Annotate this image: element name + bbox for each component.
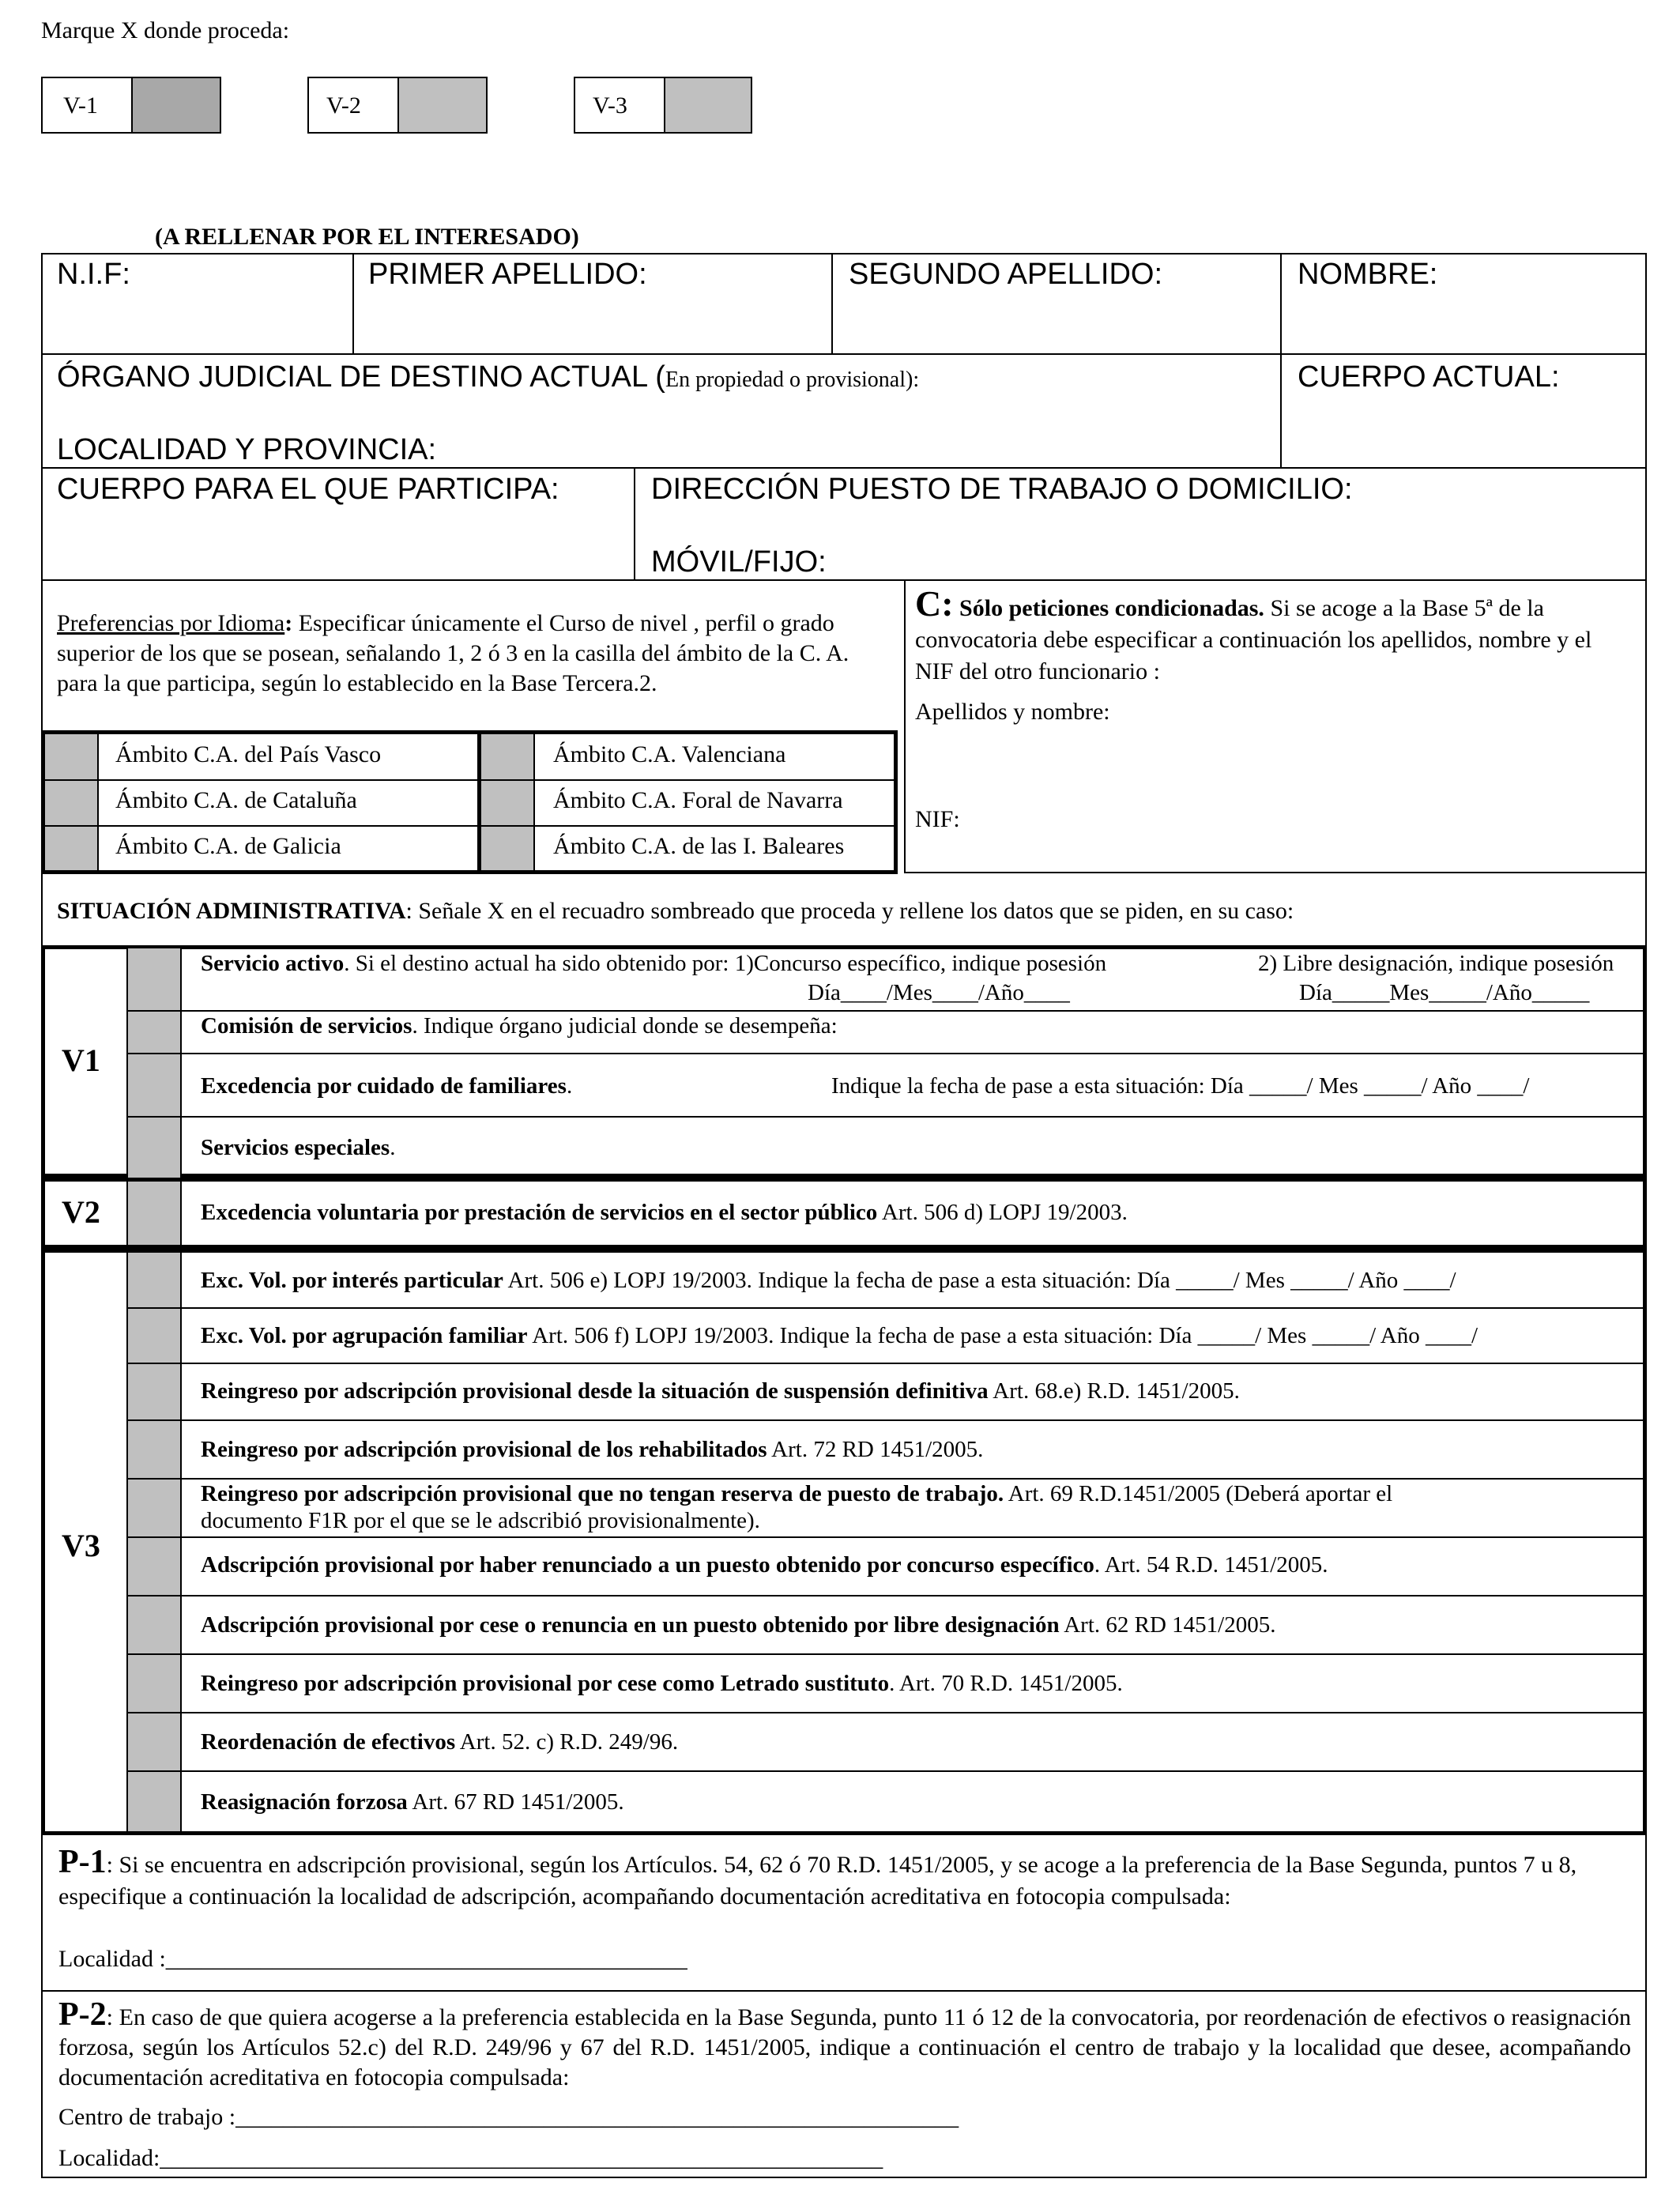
v3-row-reordenacion: Reordenación de efectivos Art. 52. c) R.D. 249/96. xyxy=(201,1729,679,1755)
option-v1-box[interactable] xyxy=(41,77,221,134)
ambito-cataluna: Ámbito C.A. de Cataluña xyxy=(115,787,357,813)
v3-check-sin-reserva[interactable] xyxy=(128,1480,182,1536)
v3-check-interes-particular[interactable] xyxy=(128,1253,182,1307)
option-v2-check[interactable] xyxy=(397,78,486,132)
excedencia-familiares-row: Excedencia por cuidado de familiares. xyxy=(201,1073,573,1099)
direccion-label: DIRECCIÓN PUESTO DE TRABAJO O DOMICILIO: xyxy=(651,473,1353,506)
p2-centro-field[interactable]: Centro de trabajo :_____________________________________________________________ xyxy=(58,2104,959,2130)
idioma-instructions: Preferencias por Idioma: Especificar únicamente el Curso de nivel , perfil o grado superior de los que se posean, señalando 1, 2 ó 3 en la casilla del ámbito de la C. A. para la que participa, según lo establecido en la Base Tercera.2. xyxy=(57,610,849,696)
excedencia-fecha: Indique la fecha de pase a esta situación: Día _____/ Mes _____/ Año ____/ xyxy=(831,1073,1530,1099)
v2-row: Excedencia voluntaria por prestación de servicios en el sector público Art. 506 d) LOPJ 19/2003. xyxy=(201,1200,1128,1225)
idioma-check-baleares[interactable] xyxy=(481,826,535,871)
v1-check-comision[interactable] xyxy=(128,1012,182,1053)
ambito-baleares: Ámbito C.A. de las I. Baleares xyxy=(553,833,845,859)
v3-row-suspension: Reingreso por adscripción provisional desde la situación de suspensión definitiva Art. 68.e) R.D. 1451/2005. xyxy=(201,1378,1240,1404)
p1-text: P-1: Si se encuentra en adscripción provisional, según los Artículos. 54, 62 ó 70 R.D. 1451/2005, y se acoge a la preferencia de la Base Segunda, puntos 7 u 8, especifique a continuación la localidad de adscripción, acompañando documentación acreditativa en fotocopia compulsada: xyxy=(58,1844,1577,1909)
v3-row-agrupacion-familiar: Exc. Vol. por agrupación familiar Art. 506 f) LOPJ 19/2003. Indique la fecha de pase a esta situación: Día _____/ Mes _____/ Año ____/ xyxy=(201,1323,1478,1348)
nombre-label: NOMBRE: xyxy=(1298,258,1438,291)
condicionadas-nif-label: NIF: xyxy=(915,806,960,832)
v3-row-reasignacion: Reasignación forzosa Art. 67 RD 1451/2005. xyxy=(201,1789,624,1815)
cuerpo-actual-label: CUERPO ACTUAL: xyxy=(1298,360,1560,394)
v3-check-renuncia-concurso[interactable] xyxy=(128,1538,182,1595)
option-v2-box[interactable] xyxy=(307,77,488,134)
cuerpo-participa-label: CUERPO PARA EL QUE PARTICIPA: xyxy=(57,473,559,506)
v3-check-suspension[interactable] xyxy=(128,1364,182,1419)
ambito-valenciana: Ámbito C.A. Valenciana xyxy=(553,741,786,767)
v2-label: V2 xyxy=(62,1194,100,1230)
comision-row: Comisión de servicios. Indique órgano judicial donde se desempeña: xyxy=(201,1013,838,1039)
fecha-libre-designacion: Día_____Mes_____/Año_____ xyxy=(1299,980,1590,1005)
v3-row-interes-particular: Exc. Vol. por interés particular Art. 506 e) LOPJ 19/2003. Indique la fecha de pase a esta situación: Día _____/ Mes _____/ Año ____/ xyxy=(201,1268,1456,1293)
p2-text: P-2: En caso de que quiera acogerse a la preferencia establecida en la Base Segunda, punto 11 ó 12 de la convocatoria, por reordenación de efectivos o reasignación forzosa, según los Artículos 52.c) del R.D. 249/96 y 67 del R.D. 1451/2005, indique a continuación el centro de trabajo y la localidad que desee, acompañando documentación acreditativa en fotocopia compulsada: xyxy=(58,1996,1631,2090)
v3-check-letrado-sustituto[interactable] xyxy=(128,1655,182,1712)
organo-label: ÓRGANO JUDICIAL DE DESTINO ACTUAL (En propiedad o provisional): xyxy=(57,360,920,394)
v3-check-reordenacion[interactable] xyxy=(128,1713,182,1770)
v3-check-libre-designacion[interactable] xyxy=(128,1596,182,1653)
fecha-concurso: Día____/Mes____/Año____ xyxy=(808,980,1070,1005)
libre-designacion-text: 2) Libre designación, indique posesión xyxy=(1258,951,1614,976)
v3-label: V3 xyxy=(62,1528,100,1563)
p2-localidad-field[interactable]: Localidad:_____________________________________________________________ xyxy=(58,2145,883,2171)
interesado-caption: (A RELLENAR POR EL INTERESADO) xyxy=(155,224,579,250)
movil-label: MÓVIL/FIJO: xyxy=(651,545,827,579)
v3-row-letrado-sustituto: Reingreso por adscripción provisional por cese como Letrado sustituto. Art. 70 R.D. 1451/2005. xyxy=(201,1671,1123,1696)
idioma-check-navarra[interactable] xyxy=(481,780,535,825)
instruction-text: Marque X donde proceda: xyxy=(41,17,290,43)
ambito-galicia: Ámbito C.A. de Galicia xyxy=(115,833,341,859)
servicio-activo-row: Servicio activo. Si el destino actual ha sido obtenido por: 1)Concurso específico, indique posesión xyxy=(201,951,1107,976)
segundo-apellido-label: SEGUNDO APELLIDO: xyxy=(849,258,1163,291)
v1-check-servicios-especiales[interactable] xyxy=(128,1118,182,1174)
v3-check-reasignacion[interactable] xyxy=(128,1772,182,1832)
option-v1-check[interactable] xyxy=(131,78,220,132)
servicios-especiales-row: Servicios especiales. xyxy=(201,1135,396,1160)
p1-localidad-field[interactable]: Localidad :____________________________________________ xyxy=(58,1946,687,1972)
nif-label: N.I.F: xyxy=(57,258,130,291)
v3-row-rehabilitados: Reingreso por adscripción provisional de los rehabilitados Art. 72 RD 1451/2005. xyxy=(201,1437,984,1462)
idioma-check-galicia[interactable] xyxy=(45,826,99,871)
apellidos-nombre-label: Apellidos y nombre: xyxy=(915,699,1110,725)
primer-apellido-label: PRIMER APELLIDO: xyxy=(368,258,647,291)
condicionadas-text: C: Sólo peticiones condicionadas. Si se acoge a la Base 5ª de la convocatoria debe especificar a continuación los apellidos, nombre y el NIF del otro funcionario : xyxy=(915,583,1592,684)
option-v3-check[interactable] xyxy=(664,78,751,132)
field-input-area[interactable] xyxy=(356,292,827,348)
v3-check-rehabilitados[interactable] xyxy=(128,1421,182,1478)
localidad-provincia-label: LOCALIDAD Y PROVINCIA: xyxy=(57,433,437,466)
option-v2-label: V-2 xyxy=(326,92,361,119)
v1-check-servicio-activo[interactable] xyxy=(128,948,182,1010)
situacion-title: SITUACIÓN ADMINISTRATIVA: Señale X en el recuadro sombreado que proceda y rellene los datos que se piden, en su caso: xyxy=(57,898,1294,924)
v1-label: V1 xyxy=(62,1042,100,1078)
option-v1-label: V-1 xyxy=(63,92,98,119)
idioma-check-pais-vasco[interactable] xyxy=(45,734,99,779)
v3-row-sin-reserva: Reingreso por adscripción provisional que no tengan reserva de puesto de trabajo. Art. 69 R.D.1451/2005 (Deberá aportar el xyxy=(201,1481,1393,1506)
option-v3-label: V-3 xyxy=(593,92,627,119)
v1-check-excedencia-familiares[interactable] xyxy=(128,1054,182,1116)
option-v3-box[interactable] xyxy=(574,77,752,134)
idioma-check-valenciana[interactable] xyxy=(481,734,535,779)
v2-check[interactable] xyxy=(128,1182,182,1245)
ambito-pais-vasco: Ámbito C.A. del País Vasco xyxy=(115,741,382,767)
v3-row-renuncia-concurso: Adscripción provisional por haber renunciado a un puesto obtenido por concurso específico. Art. 54 R.D. 1451/2005. xyxy=(201,1552,1328,1578)
idioma-check-cataluna[interactable] xyxy=(45,780,99,825)
v3-row-sin-reserva-cont: documento F1R por el que se le adscribió provisionalmente). xyxy=(201,1508,760,1533)
ambito-navarra: Ámbito C.A. Foral de Navarra xyxy=(553,787,843,813)
v3-row-libre-designacion: Adscripción provisional por cese o renuncia en un puesto obtenido por libre designación Art. 62 RD 1451/2005. xyxy=(201,1612,1276,1638)
v3-check-agrupacion-familiar[interactable] xyxy=(128,1309,182,1363)
